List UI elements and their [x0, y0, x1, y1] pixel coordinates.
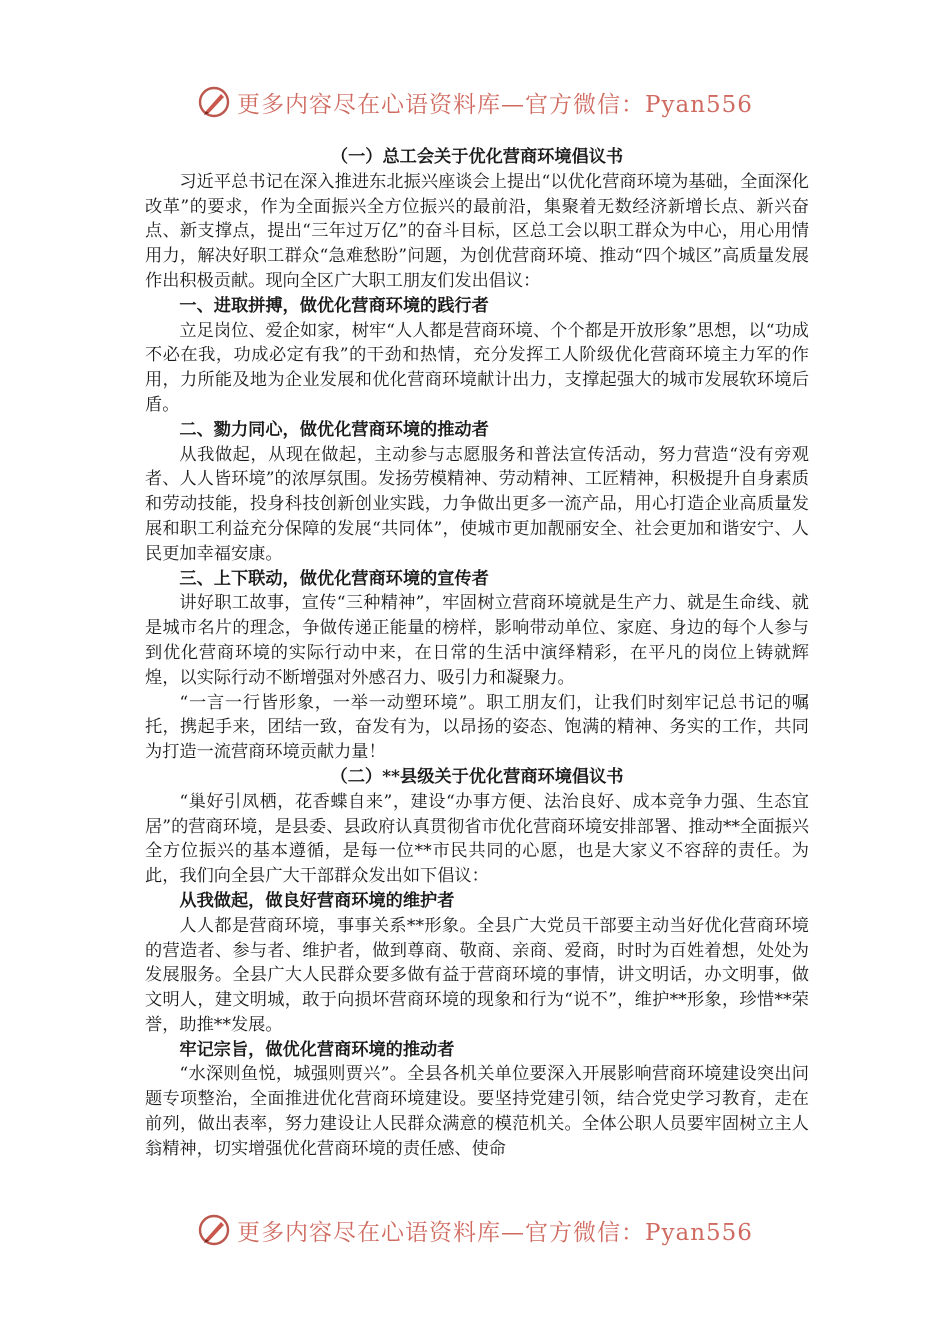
watermark-text: 更多内容尽在心语资料库—官方微信：Pyan556 [237, 1219, 753, 1246]
watermark-banner-top [0, 80, 950, 124]
subheading: 牢记宗旨，做优化营商环境的推动者 [179, 1039, 455, 1060]
section-title: （二）**县级关于优化营商环境倡议书 [330, 766, 624, 787]
body-paragraph: “巢好引凤栖，花香蝶自来”，建设“办事方便、法治良好、成本竞争力强、生态宜居”的营商环境，是县委、县政府认真贯彻省市优化营商环境安排部署、推动**全面振兴全方位振兴的基本遵循，是每一位**市民共同的心愿，也是大家义不容辞的责任。为此，我们向全县广大干部群众发出如下倡议： [145, 791, 809, 887]
body-paragraph: “一言一行皆形象，一举一动塑环境”。职工朋友们，让我们时刻牢记总书记的嘱托，携起手来，团结一致，奋发有为，以昂扬的姿态、饱满的精神、务实的工作，共同为打造一流营商环境贡献力量！ [145, 692, 809, 763]
subheading: 从我做起，做良好营商环境的维护者 [179, 890, 455, 911]
section-title: （一）总工会关于优化营商环境倡议书 [330, 147, 624, 167]
watermark-banner-bottom [0, 1208, 950, 1252]
subheading: 三、上下联动，做优化营商环境的宣传者 [179, 568, 489, 589]
body-paragraph: 立足岗位、爱企如家，树牢“人人都是营商环境、个个都是开放形象”思想，以“功成不必在我，功成必定有我”的干劲和热情，充分发挥工人阶级优化营商环境主力军的作用，力所能及地为企业发展和优化营商环境献计出力，支撑起强大的城市发展软环境后盾。 [145, 320, 809, 415]
subheading: 一、进取拼搏，做优化营商环境的践行者 [179, 295, 489, 316]
subheading: 二、勠力同心，做优化营商环境的推动者 [179, 419, 489, 440]
watermark-text: 更多内容尽在心语资料库—官方微信：Pyan556 [237, 91, 753, 118]
document-body [145, 145, 809, 1162]
body-paragraph: 人人都是营商环境，事事关系**形象。全县广大党员干部要主动当好优化营商环境的营造者、参与者、维护者，做到尊商、敬商、亲商、爱商，时时为百姓着想，处处为发展服务。全县广大人民群众要多做有益于营商环境的事情，讲文明话，办文明事，做文明人，建文明城，敢于向损坏营商环境的现象和行为“说不”，维护**形象，珍惜**荣誉，助推**发展。 [145, 915, 809, 1035]
body-paragraph: 从我做起，从现在做起，主动参与志愿服务和普法宣传活动，努力营造“没有旁观者、人人皆环境”的浓厚氛围。发扬劳模精神、劳动精神、工匠精神，积极提升自身素质和劳动技能，投身科技创新创业实践，力争做出更多一流产品，用心打造企业高质量发展和职工利益充分保障的发展“共同体”，使城市更加靓丽安全、社会更加和谐安宁、人民更加幸福安康。 [145, 444, 809, 564]
body-paragraph: 讲好职工故事，宣传“三种精神”，牢固树立营商环境就是生产力、就是生命线、就是城市名片的理念，争做传递正能量的榜样，影响带动单位、家庭、身边的每个人参与到优化营商环境的实际行动中来，在日常的生活中演绎精彩，在平凡的岗位上铸就辉煌，以实际行动不断增强对外感召力、吸引力和凝聚力。 [145, 593, 809, 688]
body-paragraph: 习近平总书记在深入推进东北振兴座谈会上提出“以优化营商环境为基础，全面深化改革”的要求，作为全面振兴全方位振兴的最前沿，集聚着无数经济新增长点、新兴奋点、新支撑点，提出“三年过万亿”的奋斗目标，区总工会以职工群众为中心，用心用情用力，解决好职工群众“急难愁盼”问题，为创优营商环境、推动“四个城区”高质量发展作出积极贡献。现向全区广大职工朋友们发出倡议： [145, 171, 809, 291]
pen-logo-icon [197, 85, 231, 119]
pen-logo-icon [197, 1213, 231, 1247]
body-paragraph: “水深则鱼悦，城强则贾兴”。全县各机关单位要深入开展影响营商环境建设突出问题专项整治，全面推进优化营商环境建设。要坚持党建引领，结合党史学习教育，走在前列，做出表率，努力建设让人民群众满意的模范机关。全体公职人员要牢固树立主人翁精神，切实增强优化营商环境的责任感、使命 [145, 1064, 809, 1159]
